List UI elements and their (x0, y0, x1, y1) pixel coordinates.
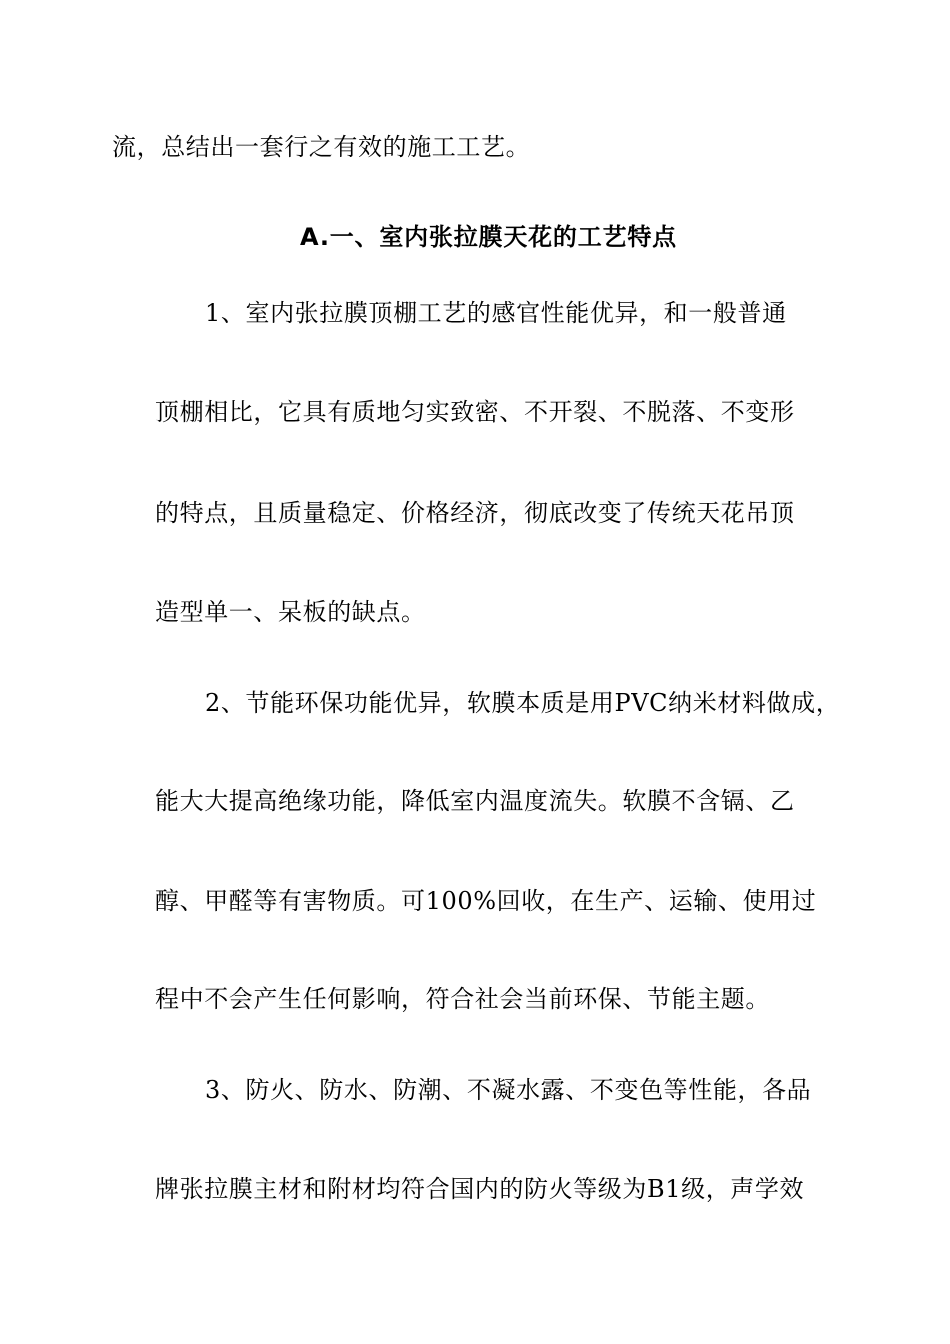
paragraph-1-line-2: 顶棚相比，它具有质地匀实致密、不开裂、不脱落、不变形 (155, 398, 795, 426)
paragraph-1-line-1: 1、室内张拉膜顶棚工艺的感官性能优异，和一般普通 (205, 299, 787, 327)
paragraph-3-line-2: 牌张拉膜主材和附材均符合国内的防火等级为B1级，声学效 (155, 1175, 805, 1203)
paragraph-2-line-3: 醇、甲醛等有害物质。可100%回收，在生产、运输、使用过 (155, 887, 817, 915)
lead-line: 流，总结出一套行之有效的施工工艺。 (112, 133, 531, 161)
paragraph-1-line-4: 造型单一、呆板的缺点。 (155, 598, 426, 626)
section-heading: A.一、室内张拉膜天花的工艺特点 (300, 223, 677, 251)
paragraph-2-line-2: 能大大提高绝缘功能，降低室内温度流失。软膜不含镉、乙 (155, 787, 795, 815)
paragraph-2-line-4: 程中不会产生任何影响，符合社会当前环保、节能主题。 (155, 985, 770, 1013)
paragraph-1-line-3: 的特点，且质量稳定、价格经济，彻底改变了传统天花吊顶 (155, 499, 795, 527)
paragraph-2-line-1: 2、节能环保功能优异，软膜本质是用PVC纳米材料做成， (205, 689, 841, 717)
paragraph-3-line-1: 3、防火、防水、防潮、不凝水露、不变色等性能，各品 (205, 1076, 812, 1104)
